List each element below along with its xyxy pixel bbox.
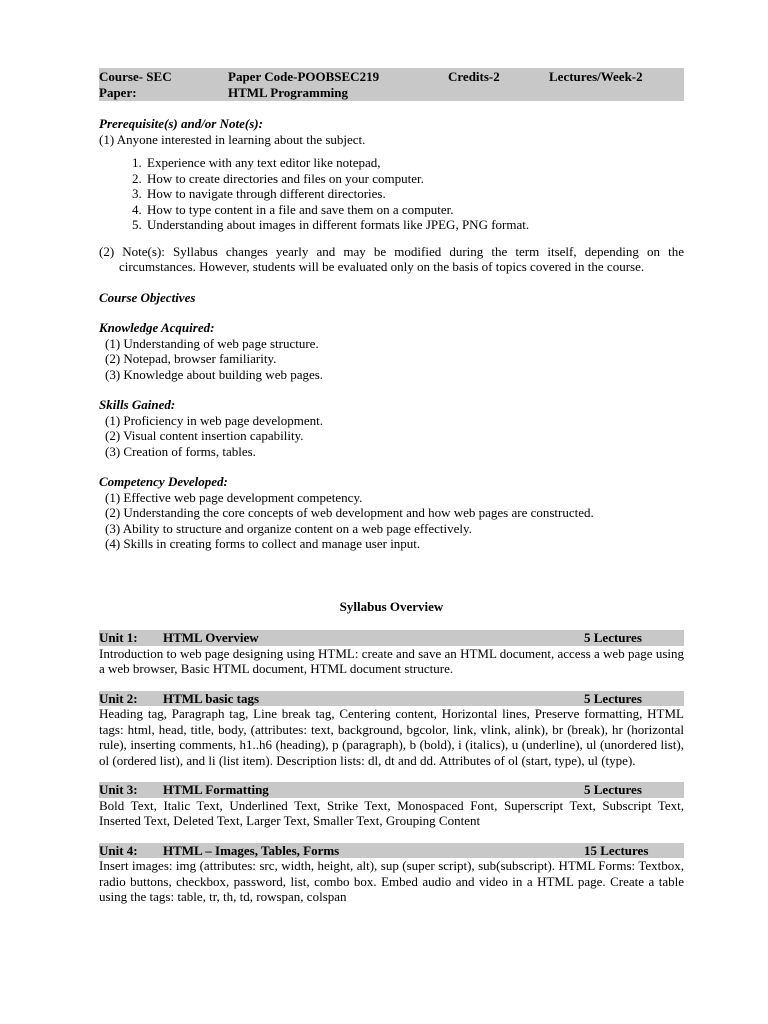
unit-lectures: 5 Lectures [584,630,642,645]
unit-lectures: 5 Lectures [584,690,642,706]
list-item: (2) Visual content insertion capability. [105,428,304,443]
unit-header [99,843,684,859]
knowledge-heading: Knowledge Acquired: [99,320,215,335]
list-item: (2) Notepad, browser familiarity. [105,351,277,366]
unit-number: Unit 4: [99,842,138,858]
unit-title: HTML – Images, Tables, Forms [163,842,340,858]
skills-heading: Skills Gained: [99,397,176,412]
list-item: 2. How to create directories and files on your computer. [145,171,684,187]
list-item: (3) Ability to structure and organize content on a web page effectively. [105,520,472,536]
prereq-list [99,155,684,233]
course-label: Course- SEC [99,69,172,84]
list-item: (2) Understanding the core concepts of web development and how web pages are constructed. [105,505,594,520]
competency-list [99,490,684,552]
unit-section [99,843,684,905]
unit-section [99,782,684,829]
skills-list [99,413,684,460]
unit-number: Unit 2: [99,690,138,706]
prereq-intro: (1) Anyone interested in learning about the subject. [99,131,366,147]
unit-section [99,630,684,677]
list-item: (4) Skills in creating forms to collect and manage user input. [105,536,421,551]
unit-lectures: 5 Lectures [584,782,642,797]
course-header [99,68,684,101]
unit-description: Introduction to web page designing using HTML: create and save an HTML document, access a web page using a web browser, Basic HTML document, HTML document structure. [99,645,684,676]
unit-header [99,691,684,707]
unit-header [99,782,684,798]
syllabus-overview-title: Syllabus Overview [339,598,444,614]
prereq-note: (2) Note(s): Syllabus changes yearly and may be modified during the term itself, depending on the circumstances. However, students will be evaluated only on the basis of topics covered in the course. [99,243,684,274]
paper-label: Paper: [99,84,137,100]
paper-title: HTML Programming [228,84,349,100]
unit-description: Heading tag, Paragraph tag, Line break tag, Centering content, Horizontal lines, Preserve formatting, HTML tags: html, head, title, body, (attributes: text, background, bgcolor, link, vlink, alink), br (break), hr (horizontal rule), inserting comments, h1..h6 (heading), p (paragraph), b (bold), i (italics), u (underline), ul (unordered list), ol (ordered list), and li (list item). Description lists: dl, dt and dd. Attributes of ol (start, type), ul (type). [99,706,684,768]
unit-lectures: 15 Lectures [584,842,649,858]
knowledge-list [99,336,684,383]
list-item: 1. Experience with any text editor like notepad, [145,155,684,171]
syllabus-page [99,68,684,905]
unit-title: HTML Overview [163,630,259,645]
prereq-heading: Prerequisite(s) and/or Note(s): [99,116,263,131]
unit-header [99,630,684,646]
list-item: 4. How to type content in a file and save them on a computer. [145,202,684,218]
list-item: (1) Proficiency in web page development. [105,412,324,428]
unit-title: HTML basic tags [163,690,260,706]
list-item: 3. How to navigate through different directories. [145,186,684,202]
unit-description: Insert images: img (attributes: src, width, height, alt), sup (super script), sub(subscript). HTML Forms: Textbox, radio buttons, checkbox, password, list, combo box. Embed audio and video in a HTML page. Create a table using the tags: table, tr, th, td, rowspan, colspan [99,858,684,904]
list-item: (1) Effective web page development competency. [105,489,363,505]
lectures-per-week: Lectures/Week-2 [549,69,643,84]
list-item: 5. Understanding about images in different formats like JPEG, PNG format. [145,217,684,233]
paper-code: Paper Code-POOBSEC219 [228,69,380,84]
list-item: (1) Understanding of web page structure. [105,335,319,351]
unit-title: HTML Formatting [163,782,269,797]
unit-number: Unit 3: [99,782,138,797]
course-objectives-heading: Course Objectives [99,289,196,305]
unit-number: Unit 1: [99,630,138,645]
competency-heading: Competency Developed: [99,474,228,489]
credits: Credits-2 [448,69,500,84]
unit-description: Bold Text, Italic Text, Underlined Text, Strike Text, Monospaced Font, Superscript Text, Subscript Text, Inserted Text, Deleted Text, Larger Text, Smaller Text, Grouping Content [99,797,684,828]
list-item: (3) Knowledge about building web pages. [105,366,324,382]
list-item: (3) Creation of forms, tables. [105,443,256,459]
unit-section [99,691,684,769]
